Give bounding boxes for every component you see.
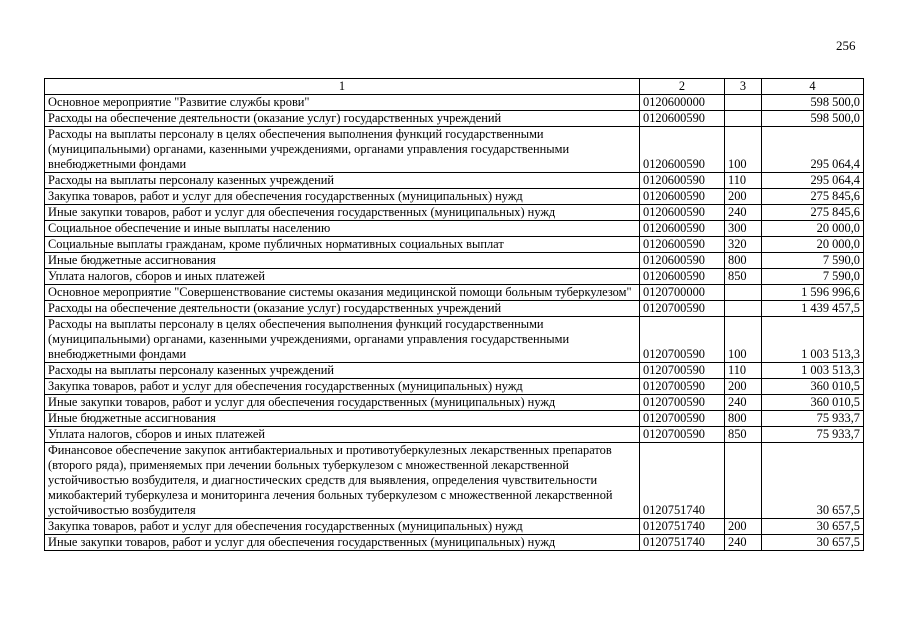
table-header-row [45,79,864,95]
row-target-code: 0120600590 [640,189,725,205]
row-expense-type: 850 [725,427,762,443]
row-description: Закупка товаров, работ и услуг для обеспечения государственных (муниципальных) нужд [45,519,640,535]
table-row [45,379,864,395]
row-description: Основное мероприятие "Совершенствование системы оказания медицинской помощи больным туберкулезом" [45,285,640,301]
row-amount: 598 500,0 [762,111,864,127]
table-row [45,95,864,111]
header-col-1: 1 [45,79,640,95]
row-amount: 20 000,0 [762,237,864,253]
row-target-code: 0120751740 [640,443,725,519]
row-expense-type: 300 [725,221,762,237]
header-col-4: 4 [762,79,864,95]
row-description: Расходы на выплаты персоналу в целях обеспечения выполнения функций государственными (муниципальными) органами, казенными учреждениями, органами управления государственными внебюджетными фондами [45,127,640,173]
row-target-code: 0120700590 [640,379,725,395]
row-expense-type [725,95,762,111]
table-row [45,519,864,535]
row-description: Иные закупки товаров, работ и услуг для обеспечения государственных (муниципальных) нужд [45,395,640,411]
row-amount: 360 010,5 [762,379,864,395]
table-row [45,285,864,301]
row-target-code: 0120700000 [640,285,725,301]
row-target-code: 0120700590 [640,395,725,411]
row-amount: 295 064,4 [762,127,864,173]
row-amount: 360 010,5 [762,395,864,411]
row-amount: 1 439 457,5 [762,301,864,317]
row-target-code: 0120700590 [640,363,725,379]
row-expense-type: 200 [725,519,762,535]
row-description: Иные бюджетные ассигнования [45,411,640,427]
table-row [45,189,864,205]
row-expense-type: 200 [725,379,762,395]
table-row [45,237,864,253]
row-expense-type: 240 [725,395,762,411]
row-target-code: 0120700590 [640,317,725,363]
row-expense-type: 200 [725,189,762,205]
row-expense-type [725,111,762,127]
table-row [45,253,864,269]
row-target-code: 0120600590 [640,237,725,253]
row-expense-type: 240 [725,535,762,551]
row-description: Расходы на обеспечение деятельности (оказание услуг) государственных учреждений [45,111,640,127]
row-target-code: 0120600590 [640,111,725,127]
table-row [45,427,864,443]
row-description: Расходы на выплаты персоналу в целях обеспечения выполнения функций государственными (муниципальными) органами, казенными учреждениями, органами управления государственными внебюджетными фондами [45,317,640,363]
table-row [45,411,864,427]
row-expense-type: 800 [725,253,762,269]
row-description: Основное мероприятие "Развитие службы крови" [45,95,640,111]
row-target-code: 0120600590 [640,127,725,173]
table-row [45,127,864,173]
table-row [45,205,864,221]
row-amount: 1 003 513,3 [762,317,864,363]
row-target-code: 0120700590 [640,411,725,427]
row-expense-type: 800 [725,411,762,427]
row-description: Расходы на выплаты персоналу казенных учреждений [45,173,640,189]
row-target-code: 0120751740 [640,535,725,551]
row-amount: 20 000,0 [762,221,864,237]
table-row [45,363,864,379]
row-amount: 30 657,5 [762,519,864,535]
row-amount: 7 590,0 [762,269,864,285]
row-expense-type: 100 [725,317,762,363]
row-expense-type: 240 [725,205,762,221]
row-description: Финансовое обеспечение закупок антибактериальных и противотуберкулезных лекарственных препаратов (второго ряда), применяемых при лечении больных туберкулезом с множественной лекарственной устойчивостью возбудителя, и диагностических средств для выявления, определения чувствительности микобактерий туберкулеза и мониторинга лечения больных туберкулезом с множественной лекарственной устойчивостью возбудителя [45,443,640,519]
table-row [45,395,864,411]
row-description: Иные бюджетные ассигнования [45,253,640,269]
table-row [45,111,864,127]
row-description: Иные закупки товаров, работ и услуг для обеспечения государственных (муниципальных) нужд [45,205,640,221]
header-col-3: 3 [725,79,762,95]
row-amount: 7 590,0 [762,253,864,269]
row-description: Расходы на обеспечение деятельности (оказание услуг) государственных учреждений [45,301,640,317]
row-description: Закупка товаров, работ и услуг для обеспечения государственных (муниципальных) нужд [45,189,640,205]
table-row [45,317,864,363]
row-description: Иные закупки товаров, работ и услуг для обеспечения государственных (муниципальных) нужд [45,535,640,551]
row-expense-type: 110 [725,173,762,189]
row-description: Уплата налогов, сборов и иных платежей [45,269,640,285]
row-description: Социальные выплаты гражданам, кроме публичных нормативных социальных выплат [45,237,640,253]
row-target-code: 0120700590 [640,427,725,443]
row-target-code: 0120600000 [640,95,725,111]
row-expense-type [725,443,762,519]
row-description: Социальное обеспечение и иные выплаты населению [45,221,640,237]
row-amount: 30 657,5 [762,443,864,519]
row-target-code: 0120600590 [640,205,725,221]
budget-table [44,78,864,551]
row-description: Закупка товаров, работ и услуг для обеспечения государственных (муниципальных) нужд [45,379,640,395]
table-row [45,221,864,237]
row-target-code: 0120600590 [640,269,725,285]
page-number: 256 [836,38,856,53]
row-amount: 75 933,7 [762,411,864,427]
row-target-code: 0120600590 [640,253,725,269]
row-target-code: 0120600590 [640,221,725,237]
row-expense-type: 110 [725,363,762,379]
row-amount: 275 845,6 [762,205,864,221]
row-expense-type: 100 [725,127,762,173]
table-row [45,443,864,519]
row-description: Уплата налогов, сборов и иных платежей [45,427,640,443]
row-target-code: 0120700590 [640,301,725,317]
row-description: Расходы на выплаты персоналу казенных учреждений [45,363,640,379]
table-row [45,269,864,285]
row-expense-type: 850 [725,269,762,285]
row-target-code: 0120751740 [640,519,725,535]
row-target-code: 0120600590 [640,173,725,189]
row-amount: 1 596 996,6 [762,285,864,301]
row-expense-type [725,285,762,301]
row-amount: 598 500,0 [762,95,864,111]
header-col-2: 2 [640,79,725,95]
row-expense-type [725,301,762,317]
row-amount: 30 657,5 [762,535,864,551]
row-amount: 75 933,7 [762,427,864,443]
row-expense-type: 320 [725,237,762,253]
table-row [45,301,864,317]
row-amount: 295 064,4 [762,173,864,189]
table-row [45,173,864,189]
row-amount: 275 845,6 [762,189,864,205]
table-row [45,535,864,551]
row-amount: 1 003 513,3 [762,363,864,379]
